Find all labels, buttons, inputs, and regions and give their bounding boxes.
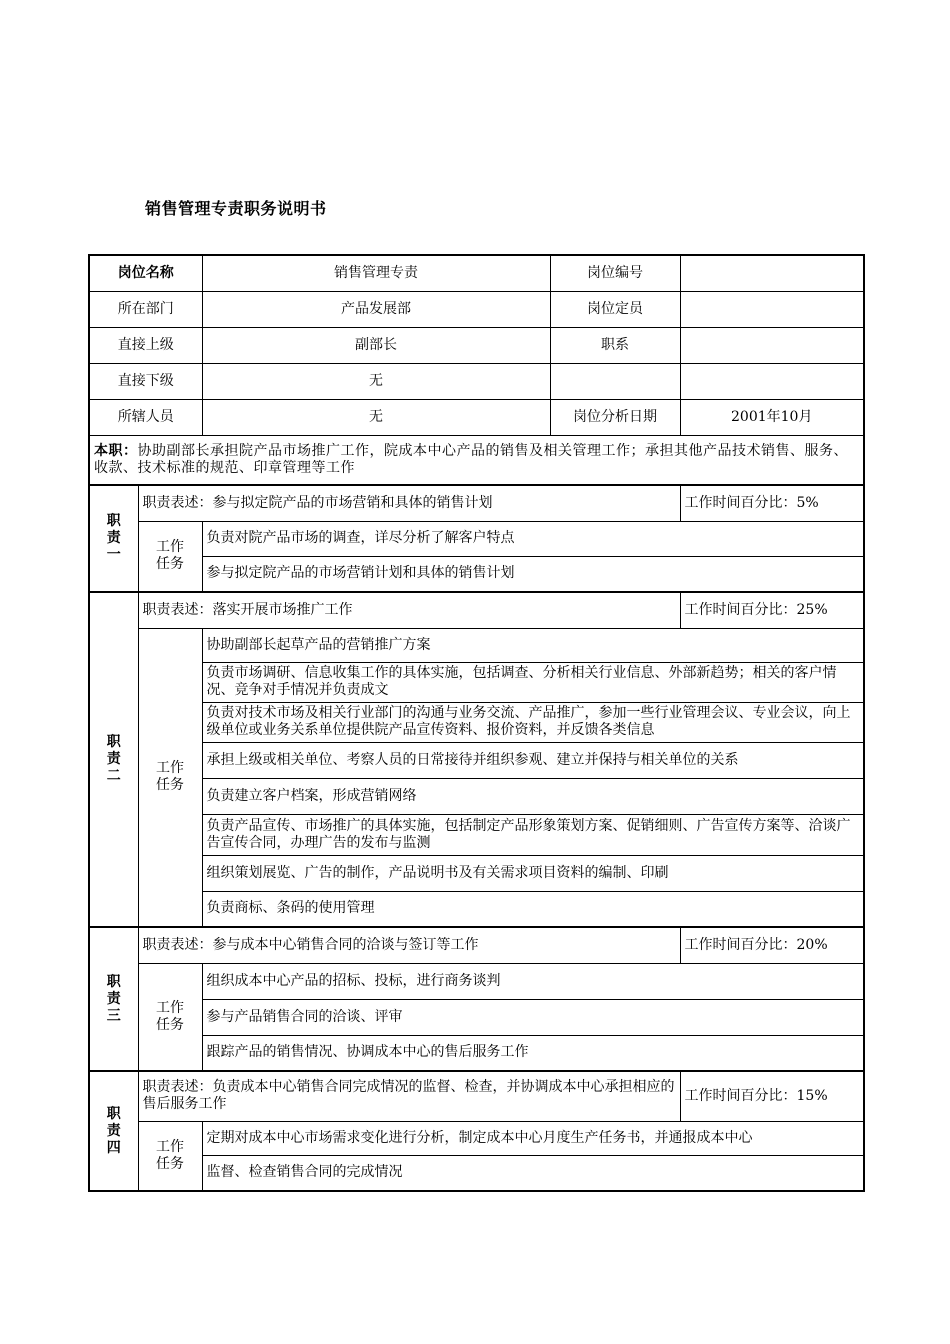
info-label: 所辖人员 [89,399,202,435]
duty-statement: 职责表述：落实开展市场推广工作 [138,592,680,628]
duty-overview-text: 协助副部长承担院产品市场推广工作，院成本中心产品的销售及相关管理工作；承担其他产品技术销售、服务、收款、技术标准的规范、印章管理等工作 [94,442,848,476]
task-row [89,1121,864,1155]
info-value-2: 2001年10月 [680,399,864,435]
duty-section-label: 职责二 [89,592,138,927]
duty-section-label: 职责三 [89,927,138,1071]
work-task-label: 工作任务 [138,1121,202,1191]
duty-section-label: 职责四 [89,1071,138,1191]
info-label: 直接下级 [89,363,202,399]
duty-overview-row [89,435,864,485]
info-value-2 [680,291,864,327]
info-value: 无 [202,363,550,399]
duty-statement: 职责表述：负责成本中心销售合同完成情况的监督、检查，并协调成本中心承担相应的售后服务工作 [138,1071,680,1121]
info-label: 岗位名称 [89,255,202,291]
info-value: 无 [202,399,550,435]
duty-section-3 [89,927,864,963]
task-row [89,855,864,891]
info-value: 产品发展部 [202,291,550,327]
info-row [89,255,864,291]
task-item: 负责商标、条码的使用管理 [202,891,864,927]
info-label-2: 岗位定员 [550,291,680,327]
task-item: 组织策划展览、广告的制作，产品说明书及有关需求项目资料的编制、印刷 [202,855,864,891]
duty-statement: 职责表述：参与拟定院产品的市场营销和具体的销售计划 [138,485,680,521]
info-label-2: 岗位分析日期 [550,399,680,435]
info-row [89,291,864,327]
info-value: 副部长 [202,327,550,363]
task-row [89,742,864,778]
info-label-2: 岗位编号 [550,255,680,291]
duty-section-2 [89,592,864,628]
info-row [89,363,864,399]
info-label-2: 职系 [550,327,680,363]
task-item: 负责产品宣传、市场推广的具体实施，包括制定产品形象策划方案、促销细则、广告宣传方案等、洽谈广告宣传合同，办理广告的发布与监测 [202,814,864,855]
work-task-label: 工作任务 [138,521,202,592]
duty-overview-label: 本职： [94,442,138,459]
task-item: 负责对院产品市场的调查，详尽分析了解客户特点 [202,521,864,556]
task-item: 协助副部长起草产品的营销推广方案 [202,628,864,662]
task-item: 组织成本中心产品的招标、投标，进行商务谈判 [202,963,864,999]
info-label: 所在部门 [89,291,202,327]
task-item: 跟踪产品的销售情况、协调成本中心的售后服务工作 [202,1035,864,1071]
info-value-2 [680,363,864,399]
duty-percent: 工作时间百分比：5% [680,485,864,521]
task-item: 参与产品销售合同的洽谈、评审 [202,999,864,1035]
task-row [89,521,864,556]
task-row [89,662,864,702]
info-value: 销售管理专责 [202,255,550,291]
task-item: 监督、检查销售合同的完成情况 [202,1155,864,1191]
info-value-2 [680,327,864,363]
task-row [89,999,864,1035]
task-item: 定期对成本中心市场需求变化进行分析，制定成本中心月度生产任务书，并通报成本中心 [202,1121,864,1155]
duty-percent: 工作时间百分比：25% [680,592,864,628]
work-task-label: 工作任务 [138,963,202,1071]
task-row [89,1035,864,1071]
info-label: 直接上级 [89,327,202,363]
work-task-label: 工作任务 [138,628,202,927]
info-row [89,399,864,435]
duty-section-1 [89,485,864,521]
task-item: 参与拟定院产品的市场营销计划和具体的销售计划 [202,556,864,592]
task-row [89,1155,864,1191]
duty-overview [89,435,864,485]
duty-percent: 工作时间百分比：20% [680,927,864,963]
task-row [89,891,864,927]
task-row [89,778,864,814]
info-value-2 [680,255,864,291]
task-item: 承担上级或相关单位、考察人员的日常接待并组织参观、建立并保持与相关单位的关系 [202,742,864,778]
task-row [89,814,864,855]
job-description-table [88,254,865,1192]
task-item: 负责对技术市场及相关行业部门的沟通与业务交流、产品推广，参加一些行业管理会议、专业会议，向上级单位或业务关系单位提供院产品宣传资料、报价资料，并反馈各类信息 [202,702,864,742]
task-row [89,628,864,662]
page-title: 销售管理专责职务说明书 [145,199,327,218]
duty-section-label: 职责一 [89,485,138,592]
info-row [89,327,864,363]
task-row [89,963,864,999]
duty-percent: 工作时间百分比：15% [680,1071,864,1121]
task-row [89,702,864,742]
info-label-2 [550,363,680,399]
duty-section-4 [89,1071,864,1121]
task-item: 负责建立客户档案，形成营销网络 [202,778,864,814]
duty-statement: 职责表述：参与成本中心销售合同的洽谈与签订等工作 [138,927,680,963]
task-row [89,556,864,592]
task-item: 负责市场调研、信息收集工作的具体实施，包括调查、分析相关行业信息、外部新趋势；相关的客户情况、竞争对手情况并负责成文 [202,662,864,702]
